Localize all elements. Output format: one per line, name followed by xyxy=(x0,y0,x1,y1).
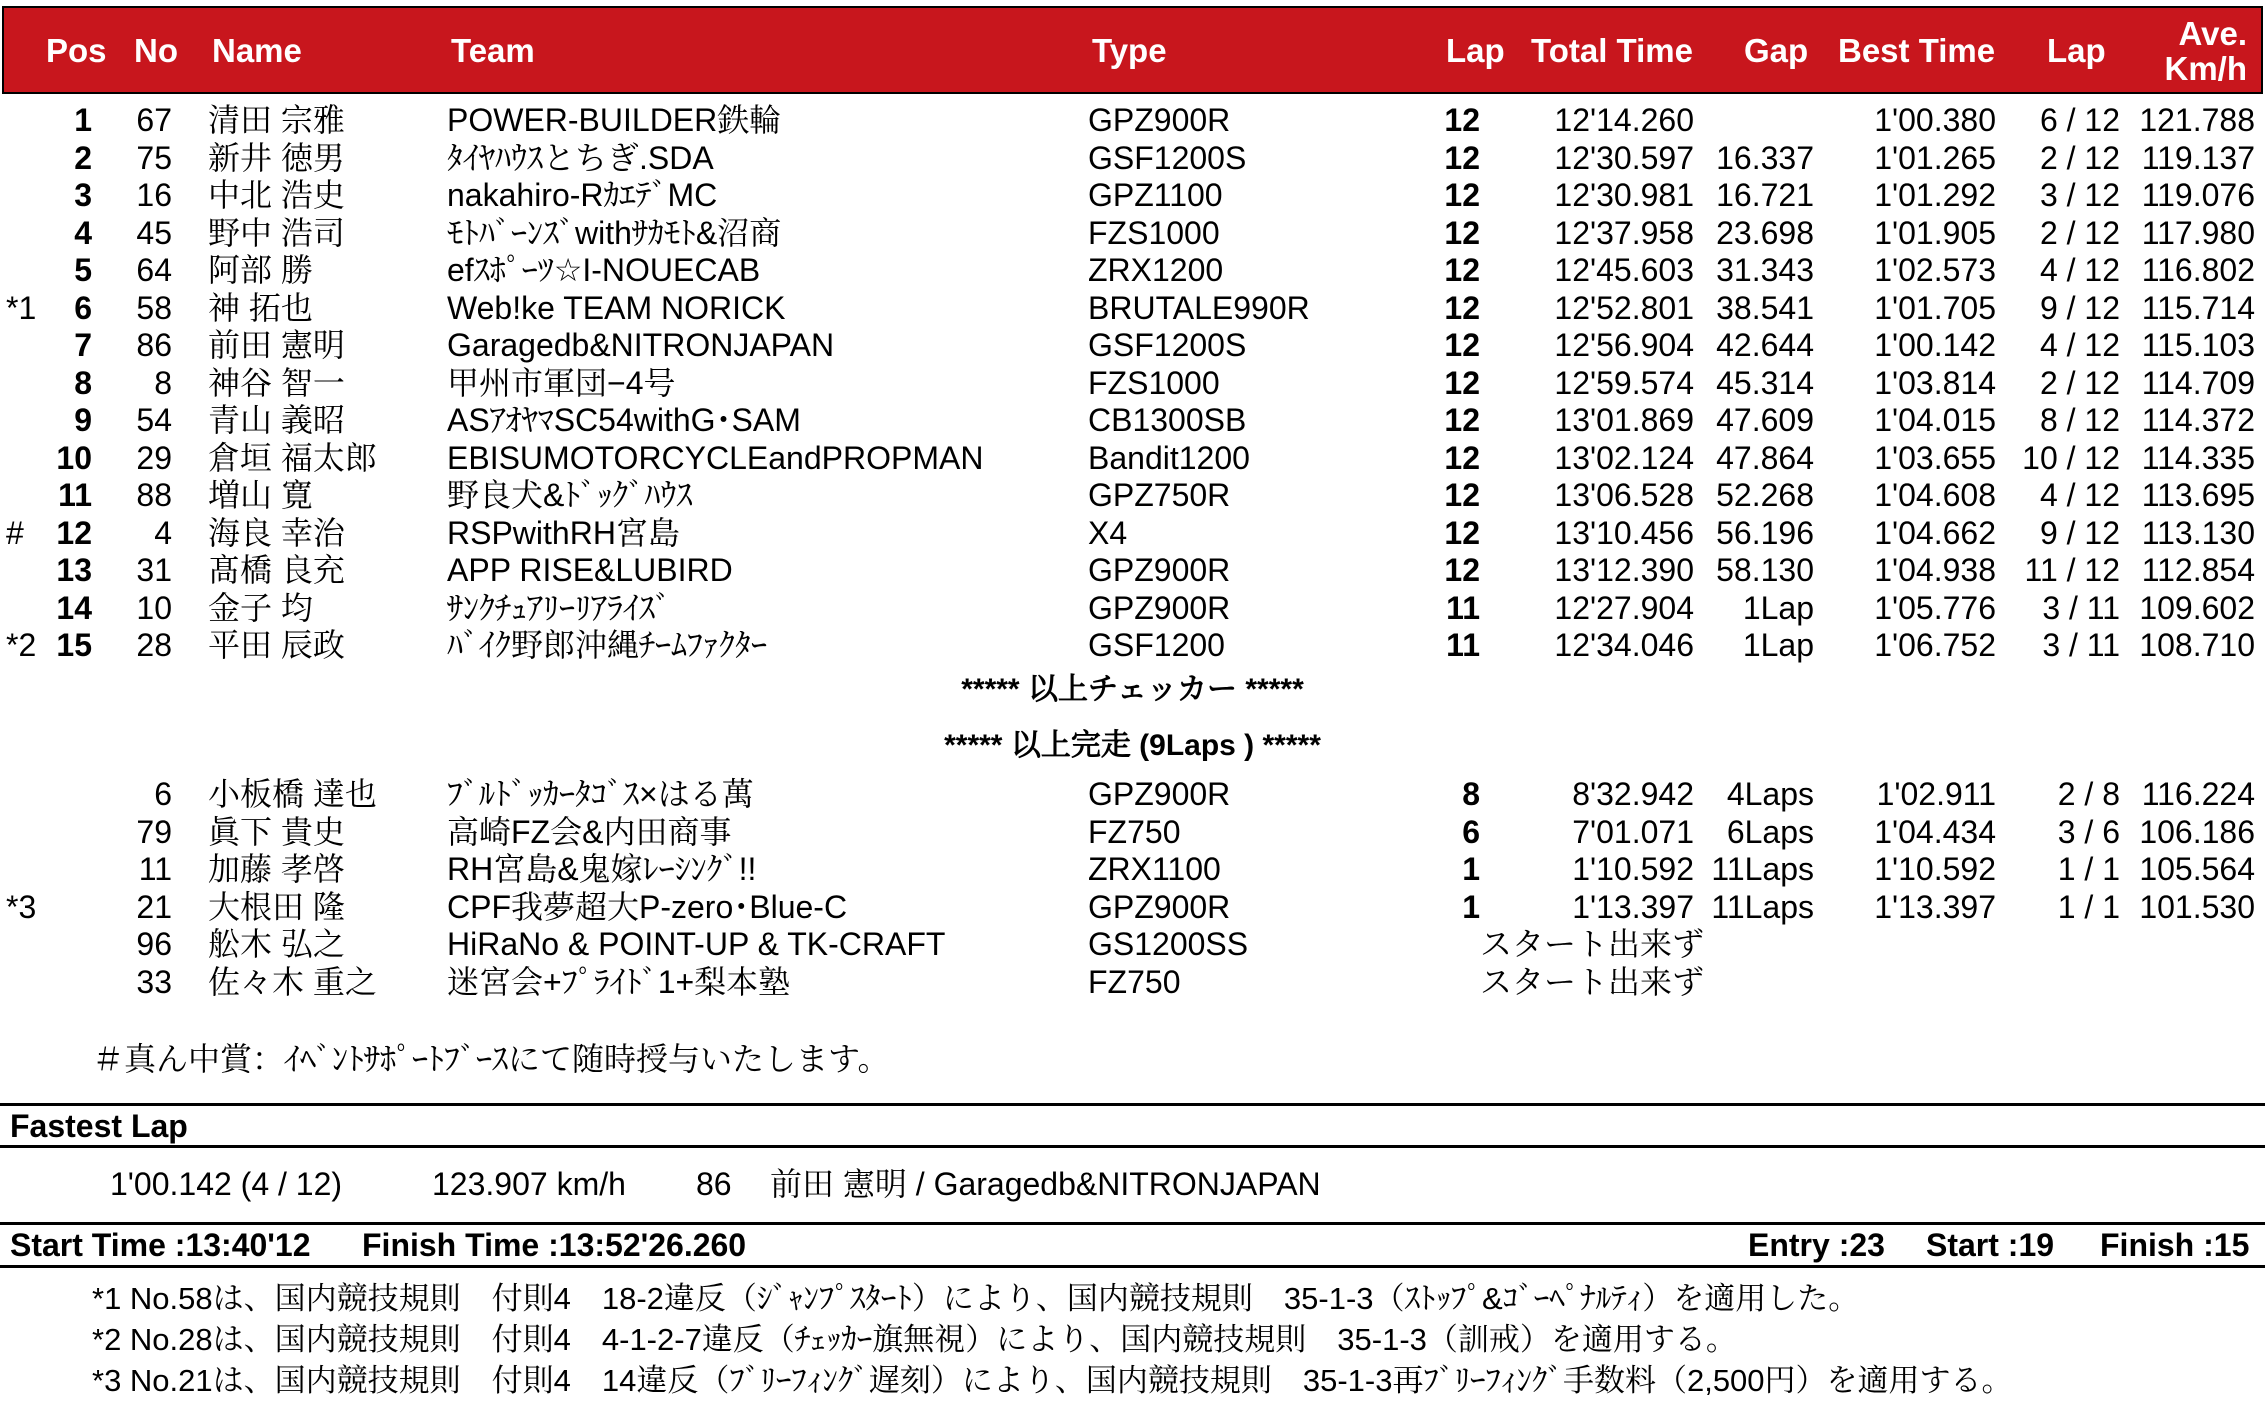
header-type: Type xyxy=(1092,32,1167,69)
cell-bestlap: 3 / 6 xyxy=(2057,813,2120,850)
cell-pos: 14 xyxy=(56,589,92,626)
cell-gap: 11Laps xyxy=(1711,888,1814,925)
entry-count: Entry :23 xyxy=(1748,1227,1885,1263)
cell-type: GPZ900R xyxy=(1088,552,1231,588)
table-row xyxy=(0,140,2265,177)
checker-banner: ***** 以上チェッカー ***** xyxy=(961,673,1304,706)
table-row xyxy=(0,102,2265,139)
header-lap: Lap xyxy=(1446,32,1505,69)
cell-type: GPZ900R xyxy=(1088,589,1231,626)
cell-mark: # xyxy=(6,514,24,551)
cell-no: 64 xyxy=(136,252,172,288)
cell-team: POWER-BUILDER鉄輪 xyxy=(447,102,782,138)
finish-count: Finish :15 xyxy=(2100,1227,2250,1263)
cell-total: 12'30.981 xyxy=(1554,177,1694,213)
cell-total: 12'56.904 xyxy=(1554,327,1694,363)
header-ave-line1: Ave. xyxy=(2178,15,2247,52)
cell-type: GPZ900R xyxy=(1088,776,1231,812)
cell-total: 12'45.603 xyxy=(1554,252,1694,288)
divider xyxy=(0,1103,2265,1106)
cell-type: GPZ900R xyxy=(1088,888,1231,925)
cell-ave: 117.980 xyxy=(2141,214,2255,251)
cell-team: HiRaNo & POINT-UP & TK-CRAFT xyxy=(447,926,946,962)
cell-type: GSF1200S xyxy=(1088,327,1247,363)
cell-ave: 121.788 xyxy=(2139,102,2255,138)
cell-pos: 7 xyxy=(74,327,92,363)
cell-bestlap: 3 / 11 xyxy=(2042,627,2120,663)
cell-name: 大根田 隆 xyxy=(208,888,345,925)
cell-pos: 2 xyxy=(74,139,92,176)
cell-best: 1'02.911 xyxy=(1876,776,1996,812)
cell-pos: 8 xyxy=(74,364,92,401)
fastest-lap-speed: 123.907 km/h xyxy=(432,1166,626,1202)
cell-bestlap: 1 / 1 xyxy=(2057,888,2120,925)
cell-pos: 10 xyxy=(56,439,92,476)
header-name: Name xyxy=(212,32,302,69)
cell-ave: 108.710 xyxy=(2139,627,2255,663)
cell-ave: 101.530 xyxy=(2139,888,2255,925)
cell-no: 28 xyxy=(136,627,172,663)
cell-name: 阿部 勝 xyxy=(208,252,313,288)
finish-banner: ***** 以上完走 (9Laps ) ***** xyxy=(944,729,1321,762)
cell-lap: 1 xyxy=(1462,851,1480,887)
cell-best: 1'04.938 xyxy=(1874,552,1996,588)
cell-total: 13'02.124 xyxy=(1554,439,1694,476)
cell-best: 1'13.397 xyxy=(1874,888,1996,925)
cell-no: 4 xyxy=(154,514,172,551)
cell-total: 13'06.528 xyxy=(1554,477,1694,513)
table-row xyxy=(0,477,2265,514)
award-note: ＃真ん中賞：ｲﾍﾞﾝﾄｻﾎﾟｰﾄﾌﾞｰｽにて随時授与いたします。 xyxy=(92,1041,890,1077)
cell-ave: 119.137 xyxy=(2141,139,2255,176)
cell-best: 1'04.662 xyxy=(1874,514,1996,551)
cell-team: ｻﾝｸﾁｭｱﾘｰﾘｱﾗｲｽﾞ xyxy=(447,589,672,626)
cell-gap: 23.698 xyxy=(1716,214,1814,251)
divider xyxy=(0,1265,2265,1268)
cell-ave: 115.714 xyxy=(2141,289,2255,326)
table-row xyxy=(0,552,2265,589)
cell-total: スタート出来ず xyxy=(1480,926,1705,962)
cell-total: 12'59.574 xyxy=(1554,364,1694,401)
cell-gap: 52.268 xyxy=(1716,477,1814,513)
cell-type: BRUTALE990R xyxy=(1088,289,1310,326)
cell-gap: 31.343 xyxy=(1716,252,1814,288)
cell-type: GSF1200 xyxy=(1088,627,1225,663)
cell-type: GSF1200S xyxy=(1088,139,1247,176)
cell-no: 21 xyxy=(136,888,172,925)
cell-team: 野良犬&ﾄﾞｯｸﾞﾊｳｽ xyxy=(447,477,693,513)
cell-name: 海良 幸治 xyxy=(208,514,345,551)
header-gap: Gap xyxy=(1744,32,1809,69)
penalty-note: *2 No.28は、国内競技規則 付則4 4-1-2-7違反（ﾁｪｯｶｰ旗無視）により、国内競技規則 35-1-3（訓戒）を適用する。 xyxy=(92,1322,1737,1357)
cell-bestlap: 8 / 12 xyxy=(2039,402,2120,438)
cell-name: 加藤 孝啓 xyxy=(208,851,345,887)
cell-bestlap: 3 / 11 xyxy=(2042,589,2120,626)
table-row xyxy=(0,440,2265,477)
cell-pos: 12 xyxy=(56,514,92,551)
cell-gap: 1Lap xyxy=(1742,627,1814,663)
cell-ave: 116.802 xyxy=(2141,252,2255,288)
cell-pos: 6 xyxy=(74,289,92,326)
cell-gap: 1Lap xyxy=(1742,589,1814,626)
cell-best: 1'05.776 xyxy=(1874,589,1996,626)
cell-no: 86 xyxy=(136,327,172,363)
cell-no: 54 xyxy=(136,402,172,438)
cell-lap: 12 xyxy=(1444,177,1480,213)
table-row xyxy=(0,215,2265,252)
penalty-note: *1 No.58は、国内競技規則 付則4 18-2違反（ｼﾞｬﾝﾌﾟｽﾀｰﾄ）により、国内競技規則 35-1-3（ｽﾄｯﾌﾟ&ｺﾞｰﾍﾟﾅﾙﾃｨ）を適用した。 xyxy=(92,1281,1860,1316)
cell-bestlap: 10 / 12 xyxy=(2022,439,2120,476)
cell-bestlap: 4 / 12 xyxy=(2039,327,2120,363)
cell-total: 12'30.597 xyxy=(1554,139,1694,176)
cell-gap: 4Laps xyxy=(1726,776,1814,812)
table-row xyxy=(0,402,2265,439)
header-ave-speed xyxy=(2165,16,2248,86)
cell-type: ZRX1200 xyxy=(1088,252,1224,288)
cell-ave: 109.602 xyxy=(2139,589,2255,626)
cell-name: 増山 寛 xyxy=(208,477,313,513)
start-count: Start :19 xyxy=(1926,1227,2055,1263)
cell-bestlap: 9 / 12 xyxy=(2039,514,2120,551)
cell-ave: 119.076 xyxy=(2141,177,2255,213)
cell-no: 75 xyxy=(136,139,172,176)
cell-team: 迷宮会+ﾌﾟﾗｲﾄﾞ1+梨本塾 xyxy=(447,963,791,1000)
table-row xyxy=(0,515,2265,552)
cell-ave: 112.854 xyxy=(2141,552,2255,588)
cell-team: APP RISE&LUBIRD xyxy=(447,552,733,588)
cell-bestlap: 2 / 12 xyxy=(2039,364,2120,401)
finish-time: Finish Time :13:52'26.260 xyxy=(362,1227,747,1263)
cell-best: 1'01.292 xyxy=(1874,177,1996,213)
cell-best: 1'04.434 xyxy=(1874,813,1996,850)
cell-lap: 12 xyxy=(1444,514,1480,551)
cell-ave: 115.103 xyxy=(2141,327,2255,363)
table-row xyxy=(0,252,2265,289)
cell-name: 神 拓也 xyxy=(208,289,313,326)
cell-total: 1'13.397 xyxy=(1572,888,1694,925)
cell-gap: 42.644 xyxy=(1716,327,1814,363)
cell-name: 前田 憲明 xyxy=(208,327,345,363)
cell-name: 髙橋 良充 xyxy=(208,552,345,588)
cell-total: 12'52.801 xyxy=(1554,289,1694,326)
cell-no: 45 xyxy=(136,214,172,251)
cell-bestlap: 4 / 12 xyxy=(2039,252,2120,288)
cell-lap: 12 xyxy=(1444,439,1480,476)
cell-best: 1'01.705 xyxy=(1874,289,1996,326)
cell-type: GPZ750R xyxy=(1088,477,1231,513)
cell-pos: 9 xyxy=(74,402,92,438)
cell-team: RH宮島&鬼嫁ﾚｰｼﾝｸﾞ!! xyxy=(447,851,757,887)
cell-lap: 12 xyxy=(1444,364,1480,401)
cell-no: 67 xyxy=(136,102,172,138)
cell-team: RSPwithRH宮島 xyxy=(447,514,680,551)
cell-type: GPZ1100 xyxy=(1088,177,1223,213)
cell-no: 8 xyxy=(154,364,172,401)
cell-total: 7'01.071 xyxy=(1572,813,1694,850)
cell-type: GPZ900R xyxy=(1088,102,1231,138)
cell-bestlap: 11 / 12 xyxy=(2024,552,2120,588)
cell-type: FZ750 xyxy=(1088,963,1181,1000)
cell-no: 10 xyxy=(136,589,172,626)
cell-bestlap: 2 / 8 xyxy=(2057,776,2120,812)
table-row xyxy=(0,365,2265,402)
cell-team: Garagedb&NITRONJAPAN xyxy=(447,327,835,363)
cell-pos: 15 xyxy=(56,627,92,663)
cell-total: 13'10.456 xyxy=(1554,514,1694,551)
header-best-lap: Lap xyxy=(2047,32,2106,69)
fastest-lap-time: 1'00.142 (4 / 12) xyxy=(110,1166,343,1202)
cell-bestlap: 2 / 12 xyxy=(2039,139,2120,176)
cell-team: nakahiro-RｶｴﾃﾞMC xyxy=(447,177,718,213)
cell-no: 16 xyxy=(136,177,172,213)
table-row xyxy=(0,814,2265,851)
cell-pos: 3 xyxy=(74,177,92,213)
cell-lap: 12 xyxy=(1444,327,1480,363)
divider xyxy=(0,1222,2265,1225)
cell-total: 8'32.942 xyxy=(1572,776,1694,812)
cell-ave: 114.372 xyxy=(2141,402,2255,438)
cell-gap: 56.196 xyxy=(1716,514,1814,551)
penalty-note: *3 No.21は、国内競技規則 付則4 14違反（ﾌﾞﾘｰﾌｨﾝｸﾞ遅刻）により、国内競技規則 35-1-3再ﾌﾞﾘｰﾌｨﾝｸﾞ手数料（2,500円）を適用する。 xyxy=(92,1363,2013,1398)
cell-team: CPF我夢超大P-zero･Blue-C xyxy=(447,888,848,925)
cell-type: FZ750 xyxy=(1088,813,1181,850)
fastest-lap-rider: 前田 憲明 / Garagedb&NITRONJAPAN xyxy=(770,1166,1321,1202)
table-row xyxy=(0,290,2265,327)
table-row xyxy=(0,926,2265,963)
cell-gap: 58.130 xyxy=(1716,552,1814,588)
cell-lap: 12 xyxy=(1444,477,1480,513)
cell-best: 1'04.608 xyxy=(1874,477,1996,513)
cell-best: 1'10.592 xyxy=(1874,851,1996,887)
header-ave-line2: Km/h xyxy=(2164,50,2247,87)
cell-team: ﾌﾞﾙﾄﾞｯｶｰﾀｺﾞｽ×はる萬 xyxy=(447,776,754,812)
cell-no: 96 xyxy=(136,926,172,962)
cell-bestlap: 2 / 12 xyxy=(2039,214,2120,251)
cell-best: 1'04.015 xyxy=(1874,402,1996,438)
cell-no: 33 xyxy=(136,963,172,1000)
start-time: Start Time :13:40'12 xyxy=(10,1227,311,1263)
table-row xyxy=(0,851,2265,888)
cell-team: Web!ke TEAM NORICK xyxy=(447,289,786,326)
results-table-header xyxy=(2,6,2263,94)
cell-no: 79 xyxy=(136,813,172,850)
cell-name: 中北 浩史 xyxy=(208,177,345,213)
cell-name: 佐々木 重之 xyxy=(208,963,377,1000)
cell-ave: 113.130 xyxy=(2141,514,2255,551)
cell-name: 清田 宗雅 xyxy=(208,102,345,138)
cell-team: 高崎FZ会&内田商事 xyxy=(447,813,732,850)
cell-lap: 12 xyxy=(1444,102,1480,138)
cell-best: 1'00.380 xyxy=(1874,102,1996,138)
cell-name: 青山 義昭 xyxy=(208,402,345,438)
cell-pos: 4 xyxy=(74,214,92,251)
cell-best: 1'03.655 xyxy=(1874,439,1996,476)
cell-lap: 12 xyxy=(1444,214,1480,251)
fastest-lap-title: Fastest Lap xyxy=(10,1108,188,1144)
table-row xyxy=(0,964,2265,1001)
cell-best: 1'01.905 xyxy=(1874,214,1996,251)
cell-lap: 1 xyxy=(1462,888,1480,925)
cell-lap: 12 xyxy=(1444,402,1480,438)
cell-gap: 6Laps xyxy=(1726,813,1814,850)
cell-lap: 12 xyxy=(1444,139,1480,176)
cell-pos: 5 xyxy=(74,252,92,288)
cell-name: 金子 均 xyxy=(208,589,313,626)
cell-total: 12'27.904 xyxy=(1554,589,1694,626)
cell-no: 31 xyxy=(136,552,172,588)
cell-bestlap: 3 / 12 xyxy=(2039,177,2120,213)
cell-no: 29 xyxy=(136,439,172,476)
cell-no: 6 xyxy=(154,776,172,812)
header-pos: Pos xyxy=(46,32,107,69)
cell-ave: 114.709 xyxy=(2141,364,2255,401)
cell-best: 1'00.142 xyxy=(1874,327,1996,363)
cell-team: 甲州市軍団−4号 xyxy=(447,364,676,401)
table-row xyxy=(0,889,2265,926)
cell-gap: 45.314 xyxy=(1716,364,1814,401)
cell-type: CB1300SB xyxy=(1088,402,1247,438)
cell-lap: 12 xyxy=(1444,289,1480,326)
cell-lap: 12 xyxy=(1444,252,1480,288)
cell-gap: 47.609 xyxy=(1716,402,1814,438)
cell-no: 11 xyxy=(138,851,172,887)
cell-best: 1'03.814 xyxy=(1874,364,1996,401)
cell-type: Bandit1200 xyxy=(1088,439,1250,476)
cell-name: 神谷 智一 xyxy=(208,364,345,401)
cell-gap: 38.541 xyxy=(1716,289,1814,326)
cell-gap: 16.721 xyxy=(1716,177,1814,213)
table-row xyxy=(0,327,2265,364)
cell-name: 新井 徳男 xyxy=(208,139,345,176)
cell-mark: *3 xyxy=(6,888,37,925)
cell-lap: 8 xyxy=(1462,776,1480,812)
header-total-time: Total Time xyxy=(1531,32,1693,69)
cell-lap: 6 xyxy=(1462,813,1480,850)
cell-type: FZS1000 xyxy=(1088,214,1220,251)
table-row xyxy=(0,590,2265,627)
cell-total: 1'10.592 xyxy=(1572,851,1694,887)
cell-total: 12'14.260 xyxy=(1554,102,1694,138)
cell-ave: 105.564 xyxy=(2139,851,2255,887)
cell-gap: 47.864 xyxy=(1716,439,1814,476)
divider xyxy=(0,1145,2265,1148)
cell-lap: 11 xyxy=(1446,589,1480,626)
cell-best: 1'02.573 xyxy=(1874,252,1996,288)
cell-team: ﾓﾄﾊﾞｰﾝｽﾞwithｻｶﾓﾄ&沼商 xyxy=(447,214,782,251)
header-no: No xyxy=(134,32,178,69)
cell-total: スタート出来ず xyxy=(1480,963,1705,1000)
cell-pos: 1 xyxy=(74,102,92,138)
table-row xyxy=(0,776,2265,813)
cell-best: 1'01.265 xyxy=(1874,139,1996,176)
cell-mark: *1 xyxy=(6,289,37,326)
cell-team: ASｱｵﾔﾏSC54withG･SAM xyxy=(447,402,801,438)
cell-bestlap: 4 / 12 xyxy=(2039,477,2120,513)
cell-team: ﾀｲﾔﾊｳｽとちぎ.SDA xyxy=(447,139,714,176)
cell-name: 小板橋 達也 xyxy=(208,776,377,812)
fastest-lap-no: 86 xyxy=(696,1166,732,1202)
cell-pos: 11 xyxy=(58,477,92,513)
cell-mark: *2 xyxy=(6,627,37,663)
cell-name: 倉垣 福太郎 xyxy=(208,439,377,476)
cell-bestlap: 1 / 1 xyxy=(2057,851,2120,887)
cell-name: 眞下 貴史 xyxy=(208,813,345,850)
cell-total: 13'01.869 xyxy=(1554,402,1694,438)
cell-name: 舩木 弘之 xyxy=(208,926,345,962)
cell-total: 13'12.390 xyxy=(1554,552,1694,588)
cell-ave: 114.335 xyxy=(2141,439,2255,476)
cell-type: ZRX1100 xyxy=(1088,851,1221,887)
cell-ave: 116.224 xyxy=(2141,776,2255,812)
cell-bestlap: 9 / 12 xyxy=(2039,289,2120,326)
cell-total: 12'37.958 xyxy=(1554,214,1694,251)
cell-team: efｽﾎﾟｰﾂ☆I-NOUECAB xyxy=(447,252,761,288)
cell-best: 1'06.752 xyxy=(1874,627,1996,663)
cell-name: 野中 浩司 xyxy=(208,214,345,251)
header-team: Team xyxy=(451,32,535,69)
cell-total: 12'34.046 xyxy=(1554,627,1694,663)
cell-team: ﾊﾞｲｸ野郎沖縄ﾁｰﾑﾌｧｸﾀｰ xyxy=(447,627,768,663)
cell-bestlap: 6 / 12 xyxy=(2039,102,2120,138)
header-best-time: Best Time xyxy=(1838,32,1996,69)
cell-type: FZS1000 xyxy=(1088,364,1220,401)
cell-team: EBISUMOTORCYCLEandPROPMAN xyxy=(447,439,984,476)
cell-gap: 11Laps xyxy=(1711,851,1814,887)
cell-gap: 16.337 xyxy=(1716,139,1814,176)
table-row xyxy=(0,627,2265,664)
cell-pos: 13 xyxy=(56,552,92,588)
cell-name: 平田 辰政 xyxy=(208,627,345,663)
cell-no: 88 xyxy=(136,477,172,513)
cell-type: GS1200SS xyxy=(1088,926,1249,962)
cell-lap: 12 xyxy=(1444,552,1480,588)
cell-type: X4 xyxy=(1088,514,1128,551)
cell-ave: 113.695 xyxy=(2141,477,2255,513)
table-row xyxy=(0,177,2265,214)
cell-ave: 106.186 xyxy=(2139,813,2255,850)
cell-no: 58 xyxy=(136,289,172,326)
cell-lap: 11 xyxy=(1446,627,1480,663)
